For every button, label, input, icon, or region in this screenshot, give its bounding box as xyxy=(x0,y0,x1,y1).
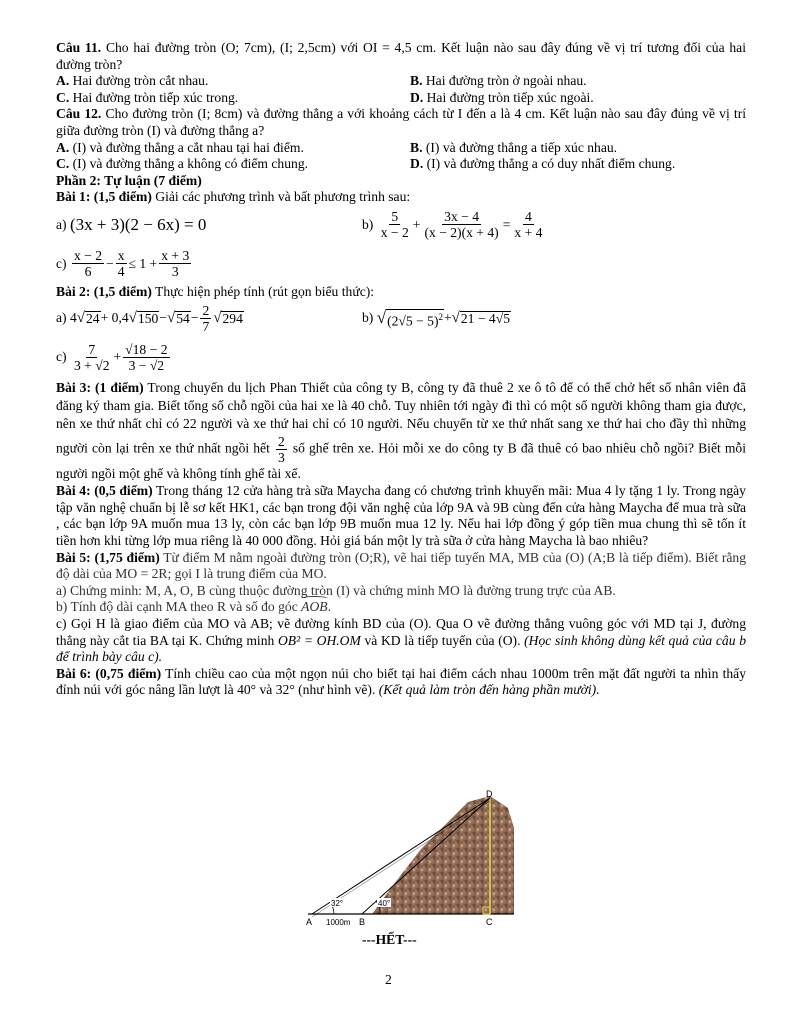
question-12-options-row1: A. (I) và đường thẳng a cắt nhau tại hai điểm. B. (I) và đường thẳng a tiếp xúc nhau. xyxy=(56,139,618,155)
question-11-options-row2: C. Hai đường tròn tiếp xúc trong. D. Hai đường tròn tiếp xúc ngoài. xyxy=(56,89,594,105)
expression-2b: b) √ $(2√5 - 5)^2$ + √ 21 − 4√5 xyxy=(362,308,510,329)
option-11b: Hai đường tròn ở ngoài nhau. xyxy=(422,73,587,89)
option-12d: (I) và đường thẳng a có duy nhất điểm chung. xyxy=(423,156,676,172)
expression-2c: c) $\frac{7}{3 + √2}$ + $\frac{√18 - 2}{3 - √2}$ xyxy=(56,342,168,374)
question-12: Câu 12. Cho đường tròn (I; 8cm) và đường thẳng a với khoảng cách từ I đến a là 4 cm. Kết luận nào sau đây đúng về vị trí giữa đường tròn (I) và đường thẳng a? xyxy=(56,106,746,138)
question-11: Câu 11. Cho hai đường tròn (O; 7cm), (I; 2,5cm) với OI = 4,5 cm. Kết luận nào sau đây đúng về vị trí tương đối của hai đường tròn? xyxy=(56,40,746,72)
question-12-options-row2: C. (I) và đường thẳng a không có điểm chung. D. (I) và đường thẳng a có duy nhất điểm chung. xyxy=(56,156,676,172)
exercise-2: Bài 2: (1,5 điểm) Thực hiện phép tính (rút gọn biểu thức): xyxy=(56,283,375,299)
option-12b: (I) và đường thẳng a tiếp xúc nhau. xyxy=(422,139,618,155)
page-number: 2 xyxy=(385,972,392,987)
question-11-options-row1: A. Hai đường tròn cắt nhau. B. Hai đường tròn ở ngoài nhau. xyxy=(56,73,587,89)
option-11d: Hai đường tròn tiếp xúc ngoài. xyxy=(423,89,594,105)
exercise-1: Bài 1: (1,5 điểm) Giải các phương trình và bất phương trình sau: xyxy=(56,189,411,205)
exercise-5c: c) Gọi H là giao điểm của MO và AB; vẽ đường kính BD của (O). Qua O vẽ đường thẳng vuông góc với MD tại J, đường thẳng này cắt tia BA tại K. Chứng minh OB² = OH.OM và KD là tiếp tuyến của (O). (Học sinh không dùng kết quả của câu b để trình bày câu c). xyxy=(56,615,746,665)
equation-1a: (3x + 3)(2 − 6x) = 0 xyxy=(69,214,207,234)
end-marker: ---HẾT--- xyxy=(362,932,417,947)
option-11a: Hai đường tròn cắt nhau. xyxy=(69,73,209,89)
exercise-3: Bài 3: (1 điểm) Trong chuyến du lịch Phan Thiết của công ty B, công ty đã thuê 2 xe ô tô để có thể chở hết số nhân viên đã đăng ký tham gia. Biết tổng số chỗ ngồi của hai xe là 40 chỗ. Tuy nhiên tới ngày đi thì có một số người không tham gia được, nên xe thứ nhất chỉ có 22 người và xe thứ hai chỉ có 10 người. Nếu chuyển từ xe thứ nhất sang xe thứ hai cho đầy thì những người còn lại trên xe thứ nhất ngồi hết $\frac{2}{3}$ số ghế trên xe. Hỏi mỗi xe do công ty B đã thuê có bao nhiêu chỗ ngồi? Biết mỗi người ngồi một ghế và không tính ghế tài xế. xyxy=(56,379,746,481)
exam-page xyxy=(56,40,746,699)
point-label-c: C xyxy=(486,917,493,927)
exercise-5: Bài 5: (1,75 điểm) Từ điểm M nằm ngoài đường tròn (O;R), vẽ hai tiếp tuyến MA, MB của (O) (A;B là tiếp điểm). Biết rằng độ dài của MO = 2R; gọi I là trung điểm của MO. xyxy=(56,549,746,582)
mountain-figure xyxy=(300,788,518,928)
mountain-shape xyxy=(372,796,514,914)
angle-label-b: 40° xyxy=(378,899,391,908)
option-12c: (I) và đường thẳng a không có điểm chung. xyxy=(69,156,309,172)
equation-1b: b) $\frac{5}{x - 2}$ + $\frac{3x - 4}{(x - 2)(x + 4)}$ = $\frac{4}{x + 4}$ xyxy=(362,209,543,241)
exercise-6: Bài 6: (0,75 điểm) Tính chiều cao của một ngọn núi cho biết tại hai điểm cách nhau 1000m trên mặt đất người ta nhìn thấy đỉnh núi với góc nâng lần lượt là 40° và 32° (như hình vẽ). (Kết quả làm tròn đến hàng phần mười). xyxy=(56,665,746,698)
option-12a: (I) và đường thẳng a cắt nhau tại hai điểm. xyxy=(69,139,304,155)
angle-label-a: 32° xyxy=(331,899,344,908)
option-11c: Hai đường tròn tiếp xúc trong. xyxy=(69,89,239,105)
exercise-5a: a) Chứng minh: M, A, O, B cùng thuộc đường tròn (I) và chứng minh MO là đường trung trực của AB. xyxy=(56,582,616,598)
point-label-a: A xyxy=(306,917,313,927)
point-label-b: B xyxy=(359,917,366,927)
exercise-2-ab xyxy=(56,301,746,337)
equation-1c: c) $\frac{x - 2}{6}$ − $\frac{x}{4}$ ≤ 1 + $\frac{x + 3}{3}$ xyxy=(56,248,190,280)
exercise-5b: b) Tính độ dài cạnh MA theo R và số đo góc AOB. xyxy=(56,599,746,616)
exercise-4: Bài 4: (0,5 điểm) Trong tháng 12 cửa hàng trà sữa Maycha đang có chương trình khuyến mãi: Mua 4 ly tặng 1 ly. Trong ngày tập văn nghệ chuẩn bị lễ sơ kết HK1, các bạn trong đội văn nghệ của lớp 9A và 9B cùng đến cửa hàng Maycha để mua trà sữa , các bạn lớp 9A muốn mua 13 ly, còn các bạn lớp 9B muốn mua 12 ly. Nếu hai lớp đồng ý góp tiền mua chung thì sẽ tốn ít tiền hơn khi từng lớp mua riêng là 40 000 đồng. Hỏi giá bán một ly trà sữa ở cửa hàng Maycha là bao nhiêu? xyxy=(56,483,746,548)
exercise-1-ab: a) (3x + 3)(2 − 6x) = 0 b) $\frac{5}{x - 2}$ + $\frac{3x - 4}{(x - 2)(x + 4)}$ = $\frac{4}{x + 4}$ xyxy=(56,206,746,244)
distance-label: 1000m xyxy=(326,918,351,927)
part-2-title: Phần 2: Tự luận (7 điểm) xyxy=(56,172,202,188)
expression-2a: a) 4 √ 24 + 0,4 √ 150 − √ 54 − $\frac{2}{7}$ √ 294 xyxy=(56,303,243,335)
angle-aob: AOB xyxy=(301,599,327,616)
point-label-d: D xyxy=(486,789,493,799)
